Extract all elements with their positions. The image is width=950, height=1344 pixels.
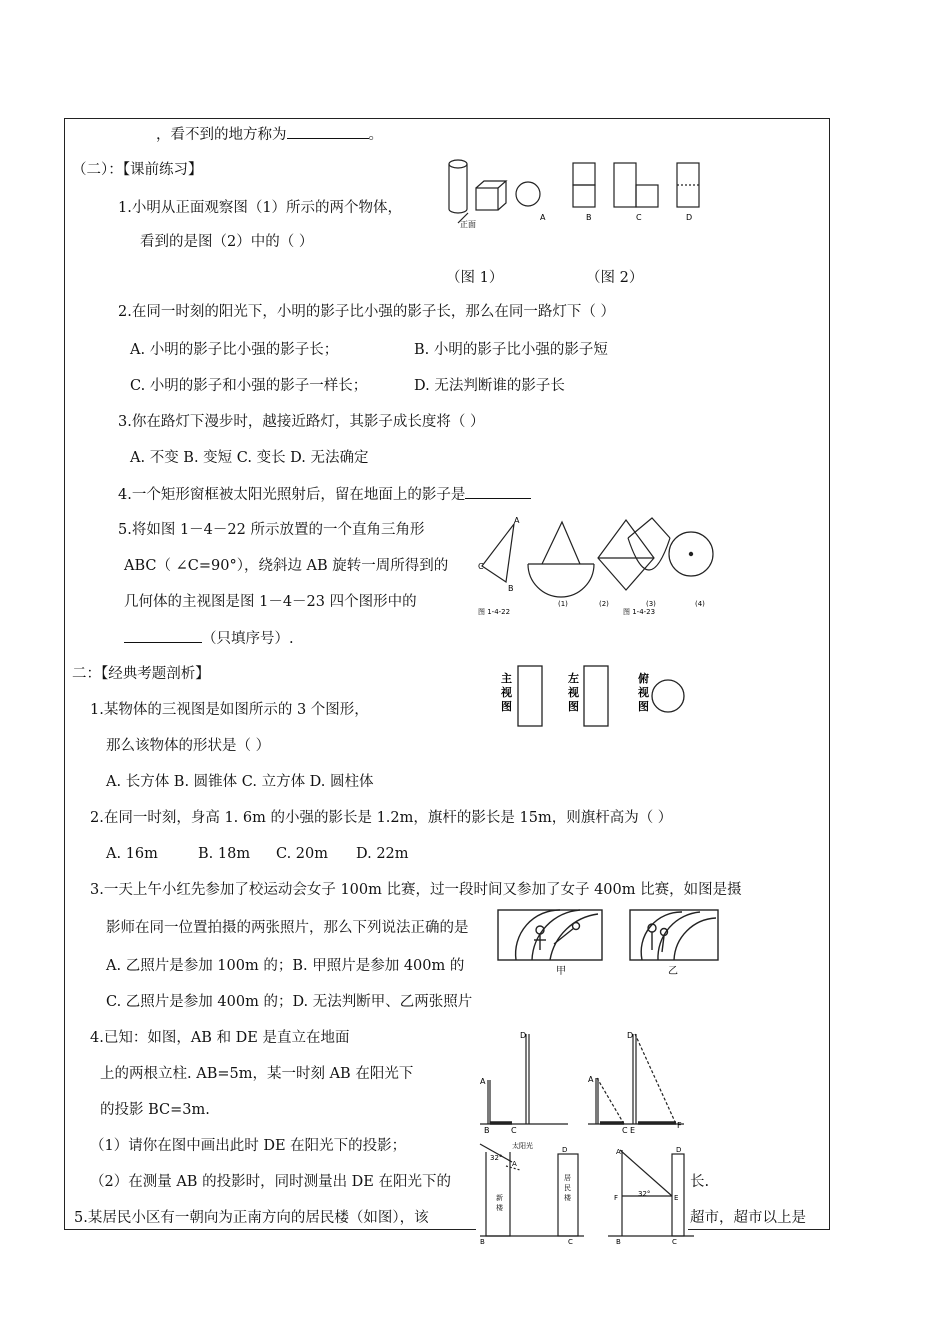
- svg-text:图 1-4-22: 图 1-4-22: [478, 608, 511, 616]
- c1-line2: 那么该物体的形状是（ ）: [106, 738, 271, 754]
- svg-text:F: F: [614, 1194, 619, 1202]
- svg-text:B: B: [480, 1238, 485, 1246]
- svg-text:(4): (4): [695, 600, 705, 608]
- svg-text:D: D: [676, 1146, 682, 1154]
- q2-option-c: C. 小明的影子和小强的影子一样长；: [130, 378, 368, 394]
- c2-option-d: D. 22m: [356, 846, 409, 862]
- q5-line2: ABC（ ∠C=90°），绕斜边 AB 旋转一周所得到的: [124, 558, 449, 574]
- svg-text:32°: 32°: [490, 1154, 503, 1162]
- svg-text:B: B: [508, 584, 514, 593]
- svg-text:D: D: [562, 1146, 568, 1154]
- q2-option-b: B. 小明的影子比小强的影子短: [414, 342, 608, 358]
- svg-text:A: A: [540, 213, 546, 222]
- c1-line1: 1.某物体的三视图是如图所示的 3 个图形，: [90, 702, 369, 718]
- svg-text:B: B: [616, 1238, 621, 1246]
- c3-option-ab: A. 乙照片是参加 100m 的；B. 甲照片是参加 400m 的: [106, 958, 465, 974]
- photos-figure: [496, 906, 726, 978]
- svg-text:B: B: [586, 213, 592, 222]
- c1-options: A. 长方体 B. 圆锥体 C. 立方体 D. 圆柱体: [106, 774, 374, 790]
- q1-fig2-caption: （图 2）: [586, 270, 644, 286]
- svg-text:楼: 楼: [564, 1194, 571, 1202]
- svg-text:楼: 楼: [496, 1204, 503, 1212]
- svg-text:视: 视: [501, 686, 512, 699]
- svg-text:(1): (1): [558, 600, 568, 608]
- c5-line1-end: 超市，超市以上是: [690, 1210, 806, 1226]
- svg-text:D: D: [686, 213, 693, 222]
- svg-text:图 1-4-23: 图 1-4-23: [623, 608, 656, 616]
- q2-option-a: A. 小明的影子比小强的影子长；: [130, 342, 339, 358]
- svg-text:太阳光: 太阳光: [512, 1142, 533, 1150]
- q1-fig1-caption: （图 1）: [446, 270, 504, 286]
- c2-option-c: C. 20m: [276, 846, 328, 862]
- c4-part2: （2）在测量 AB 的投影时，同时测量出 DE 在阳光下的: [90, 1174, 451, 1190]
- svg-text:俯: 俯: [638, 672, 649, 685]
- svg-text:视: 视: [638, 686, 649, 699]
- answer-blank[interactable]: [124, 628, 202, 643]
- q4-line1: 4.一个矩形窗框被太阳光照射后，留在地面上的影子是: [118, 484, 531, 505]
- svg-text:居: 居: [564, 1174, 571, 1182]
- svg-text:B: B: [484, 1126, 490, 1134]
- q5-line3: 几何体的主视图是图 1－4－23 四个图形中的: [124, 594, 417, 610]
- svg-text:C: C: [568, 1238, 573, 1246]
- svg-text:(3): (3): [646, 600, 656, 608]
- svg-text:新: 新: [496, 1194, 503, 1202]
- q5-line4: （只填序号）.: [124, 628, 294, 649]
- svg-text:主: 主: [501, 672, 512, 685]
- svg-text:C: C: [478, 562, 484, 571]
- building-figure: [476, 1140, 696, 1246]
- svg-text:E: E: [630, 1126, 636, 1134]
- q2-option-d: D. 无法判断谁的影子长: [414, 378, 565, 394]
- svg-text:视: 视: [568, 686, 579, 699]
- svg-text:D: D: [627, 1031, 634, 1040]
- answer-blank[interactable]: [465, 484, 531, 499]
- c3-line2: 影师在同一位置拍摄的两张照片，那么下列说法正确的是: [106, 920, 469, 936]
- svg-text:(2): (2): [599, 600, 609, 608]
- q3-line1: 3.你在路灯下漫步时，越接近路灯，其影子成长度将（ ）: [118, 414, 485, 430]
- three-views-figure: [496, 660, 696, 732]
- svg-text:D: D: [520, 1031, 527, 1040]
- svg-text:C: C: [622, 1126, 628, 1134]
- svg-text:A: A: [588, 1075, 594, 1084]
- c2-option-a: A. 16m: [106, 846, 158, 862]
- c3-option-cd: C. 乙照片是参加 400m 的；D. 无法判断甲、乙两张照片: [106, 994, 473, 1010]
- c4-part2-end: 长.: [690, 1174, 710, 1190]
- c3-line1: 3.一天上午小红先参加了校运动会女子 100m 比赛，过一段时间又参加了女子 400m 比赛，如图是摄: [90, 882, 742, 898]
- svg-text:图: 图: [568, 700, 579, 713]
- q3-options: A. 不变 B. 变短 C. 变长 D. 无法确定: [130, 450, 369, 466]
- c2-line1: 2.在同一时刻，身高 1. 6m 的小强的影长是 1.2m，旗杆的影长是 15m，则旗杆高为（ ）: [90, 810, 673, 826]
- svg-text:A: A: [616, 1148, 621, 1156]
- c4-line2: 上的两根立柱. AB=5m，某一时刻 AB 在阳光下: [100, 1066, 414, 1082]
- svg-text:正面: 正面: [460, 220, 476, 229]
- svg-text:A: A: [514, 516, 520, 525]
- q5-triangle-figure: [478, 514, 718, 620]
- q1-line1: 1.小明从正面观察图（1）所示的两个物体，: [118, 200, 403, 216]
- svg-text:A: A: [512, 1160, 517, 1168]
- answer-blank[interactable]: [287, 124, 369, 139]
- svg-text:C: C: [511, 1126, 517, 1134]
- c4-part1: （1）请你在图中画出此时 DE 在阳光下的投影；: [90, 1138, 407, 1154]
- c4-line3: 的投影 BC=3m.: [100, 1102, 210, 1118]
- c2-option-b: B. 18m: [198, 846, 251, 862]
- svg-text:C: C: [636, 213, 642, 222]
- svg-text:民: 民: [564, 1184, 571, 1192]
- section-heading-pre-practice: （二）：【课前练习】: [72, 162, 203, 178]
- svg-text:32°: 32°: [638, 1190, 651, 1198]
- svg-text:甲: 甲: [556, 966, 566, 977]
- svg-text:图: 图: [501, 700, 512, 713]
- svg-text:A: A: [480, 1077, 486, 1086]
- intro-line: ，看不到的地方称为 。: [156, 124, 383, 145]
- svg-text:F: F: [677, 1121, 682, 1130]
- q1-line2: 看到的是图（2）中的（ ）: [140, 234, 314, 250]
- svg-text:左: 左: [568, 672, 579, 685]
- c4-line1: 4.已知：如图，AB 和 DE 是直立在地面: [90, 1030, 350, 1046]
- q2-line1: 2.在同一时刻的阳光下，小明的影子比小强的影子长，那么在同一路灯下（ ）: [118, 304, 615, 320]
- svg-text:乙: 乙: [668, 966, 678, 977]
- c5-line1: 5.某居民小区有一朝向为正南方向的居民楼（如图），该: [74, 1210, 429, 1226]
- q5-line1: 5.将如图 1－4－22 所示放置的一个直角三角形: [118, 522, 425, 538]
- q1-objects-figure: [446, 155, 706, 235]
- svg-text:C: C: [672, 1238, 677, 1246]
- section-heading-classic-exam: 二：【经典考题剖析】: [72, 666, 210, 682]
- svg-text:图: 图: [638, 700, 649, 713]
- svg-text:E: E: [674, 1194, 679, 1202]
- pillars-figure: [476, 1028, 706, 1134]
